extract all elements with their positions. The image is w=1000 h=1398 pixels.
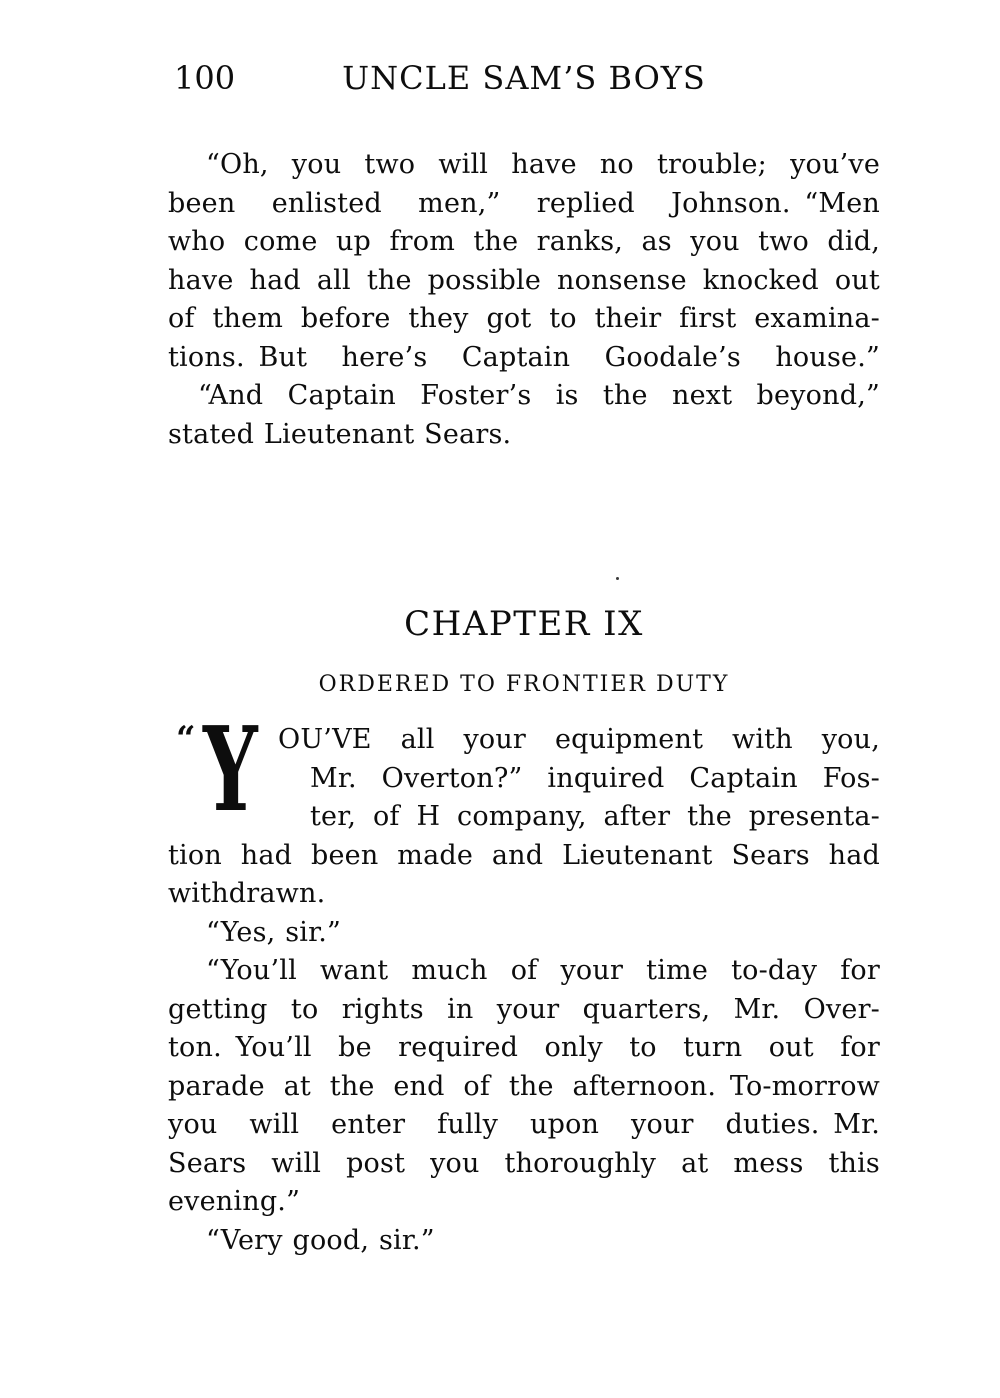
text-line: ton. You’ll be required only to turn out for: [168, 1032, 880, 1063]
dropcap-letter: Y: [203, 702, 258, 838]
running-title: UNCLE SAM’S BOYS: [342, 59, 706, 97]
text-line: have had all the possible nonsense knocked out: [168, 264, 880, 296]
text-line: “Yes, sir.”: [206, 916, 342, 948]
page-header: [168, 60, 880, 100]
text-line: ter, of H company, after the presenta-: [310, 801, 880, 832]
text-line: OU’VE all your equipment with you,: [278, 724, 880, 755]
text-line: Sears will post you thoroughly at mess this: [168, 1147, 880, 1179]
text-line: been enlisted men,” replied Johnson. “Men: [168, 187, 880, 219]
text-line: “Oh, you two will have no trouble; you’ve: [206, 149, 880, 180]
text-line: of them before they got to their first examina-: [168, 303, 880, 334]
text-line: “And Captain Foster’s is the next beyond,”: [198, 380, 880, 411]
page-number: 100: [174, 59, 236, 97]
dropcap-open-quote: “: [176, 719, 196, 759]
text-line: parade at the end of the afternoon. To-morrow: [168, 1070, 880, 1102]
text-line: evening.”: [168, 1186, 301, 1217]
text-line: “Very good, sir.”: [206, 1224, 435, 1256]
scan-artifact-dot: [616, 577, 619, 580]
text-line: Mr. Overton?” inquired Captain Fos-: [310, 762, 880, 794]
chapter-text-block: [168, 721, 880, 1260]
chapter-heading: CHAPTER IX: [404, 604, 644, 644]
text-line: stated Lieutenant Sears.: [168, 418, 512, 450]
text-line: you will enter fully upon your duties. Mr.: [168, 1109, 880, 1140]
text-line: tions. But here’s Captain Goodale’s house.”: [168, 341, 880, 373]
intro-paragraph-block: [168, 146, 880, 454]
chapter-subheading: ORDERED TO FRONTIER DUTY: [318, 672, 730, 697]
text-line: withdrawn.: [168, 878, 326, 909]
text-line: tion had been made and Lieutenant Sears had: [168, 839, 880, 871]
text-line: “You’ll want much of your time to-day for: [206, 955, 880, 986]
text-line: who come up from the ranks, as you two did,: [168, 226, 880, 257]
text-line: getting to rights in your quarters, Mr. Over-: [168, 993, 880, 1025]
